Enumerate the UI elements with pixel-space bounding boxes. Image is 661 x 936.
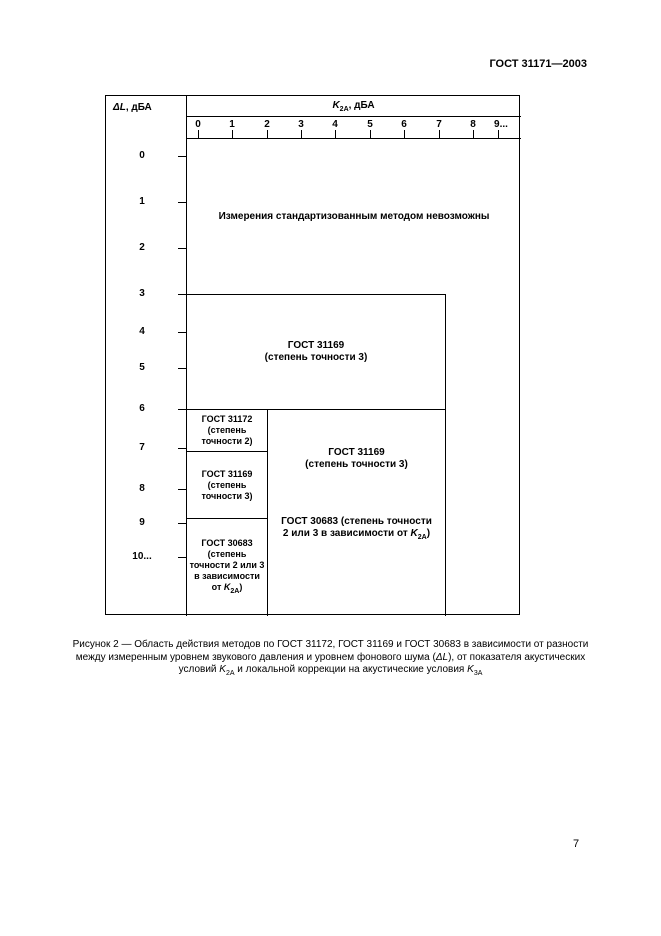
y-tick-mark bbox=[178, 332, 186, 333]
y-tick-mark bbox=[178, 248, 186, 249]
caption-text: и локальной коррекции на акустические условия bbox=[234, 664, 468, 675]
x-tick-label: 8 bbox=[470, 119, 476, 130]
y-tick-label: 3 bbox=[139, 288, 145, 299]
y-tick-label: 8 bbox=[139, 483, 145, 494]
x-title-underline bbox=[186, 116, 521, 117]
left-box-gost-31169 bbox=[187, 452, 267, 518]
x-tick-mark bbox=[439, 130, 440, 138]
x-tick-mark bbox=[404, 130, 405, 138]
caption-text: между измеренным уровнем звукового давления и уровнем фонового шума ( bbox=[75, 651, 436, 663]
x-tick-label: 1 bbox=[229, 119, 235, 130]
left-box-gost-30683-line: точности 2 или 3 bbox=[189, 559, 265, 570]
y-tick-label: 7 bbox=[139, 442, 145, 453]
x-axis-title-unit: , дБА bbox=[348, 100, 375, 111]
x-tick-mark bbox=[370, 130, 371, 138]
k2a-symbol: K bbox=[410, 528, 418, 539]
region-gost-31169-mid-title: ГОСТ 31169 bbox=[287, 340, 345, 351]
left-box-gost-30683-text: от bbox=[211, 581, 224, 592]
y-tick-mark bbox=[178, 523, 186, 524]
y-tick-label: 0 bbox=[139, 150, 145, 161]
y-tick-label: 1 bbox=[139, 196, 145, 207]
y-tick-mark bbox=[178, 409, 186, 410]
x-tick-mark bbox=[198, 130, 199, 138]
k2a-symbol: K bbox=[219, 664, 226, 675]
right-box-gost-30683-text: ) bbox=[426, 528, 431, 539]
k2a-subscript: 2A bbox=[417, 534, 427, 541]
left-box-gost-31169-line: ГОСТ 31169 bbox=[201, 468, 253, 479]
y-axis-title-unit: , дБА bbox=[125, 102, 152, 113]
left-box-gost-30683-text: ) bbox=[239, 581, 243, 592]
y-tick-mark bbox=[178, 202, 186, 203]
x-tick-label: 7 bbox=[436, 119, 442, 130]
left-box-gost-31169-line: (степень bbox=[207, 479, 247, 490]
figure-caption bbox=[48, 639, 613, 681]
left-box-gost-31172-line: (степень bbox=[207, 425, 247, 435]
x-tick-label: 3 bbox=[298, 119, 304, 130]
y-tick-label: 9 bbox=[139, 517, 145, 528]
region-measurements-impossible bbox=[187, 139, 521, 294]
right-box-gost-31169 bbox=[268, 447, 445, 471]
y-tick-mark bbox=[178, 557, 186, 558]
right-box-gost-30683-line: ГОСТ 30683 (степень точности bbox=[281, 516, 432, 527]
right-box-gost-30683-text: 2 или 3 в зависимости от bbox=[282, 528, 411, 539]
y-tick-label: 6 bbox=[139, 403, 145, 414]
caption-text: условий bbox=[178, 664, 220, 675]
y-axis-title bbox=[113, 102, 187, 113]
right-box-gost-31169-subtitle: (степень точности 3) bbox=[305, 459, 408, 470]
x-tick-mark bbox=[473, 130, 474, 138]
x-axis-title bbox=[186, 100, 521, 113]
left-box-gost-30683-line: в зависимости bbox=[194, 570, 260, 581]
x-tick-label: 9... bbox=[494, 119, 508, 130]
caption-text: Рисунок 2 — Область действия методов по ГОСТ 31172, ГОСТ 31169 и ГОСТ 30683 в зависимости от разности bbox=[72, 639, 589, 650]
caption-line-3 bbox=[48, 664, 613, 681]
left-box-gost-30683-line: (степень bbox=[207, 548, 247, 559]
x-tick-label: 2 bbox=[264, 119, 270, 130]
region-measurements-impossible-label: Измерения стандартизованным методом невозможны bbox=[218, 211, 490, 222]
caption-line-2 bbox=[48, 652, 613, 665]
x-tick-mark bbox=[232, 130, 233, 138]
k2a-subscript: 2A bbox=[230, 587, 240, 595]
x-tick-label: 0 bbox=[195, 119, 201, 130]
delta-l-symbol: ΔL bbox=[435, 651, 449, 663]
left-box-gost-31172-line: ГОСТ 31172 bbox=[201, 414, 253, 424]
x-tick-label: 5 bbox=[367, 119, 373, 130]
k2a-symbol: K bbox=[223, 581, 231, 592]
x-tick-label: 6 bbox=[401, 119, 407, 130]
y-tick-label: 10... bbox=[132, 551, 152, 562]
left-box-gost-30683-line bbox=[190, 582, 265, 597]
caption-text: ), от показателя акустических bbox=[448, 651, 586, 663]
region-gost-31169-mid-subtitle: (степень точности 3) bbox=[264, 352, 368, 363]
right-box-gost-31169-title: ГОСТ 31169 bbox=[328, 447, 385, 458]
k3a-symbol: K bbox=[467, 664, 474, 675]
x-axis-title-symbol: K bbox=[332, 100, 340, 111]
region-border-right-of-boxes bbox=[445, 294, 446, 616]
document-number-header: ГОСТ 31171—2003 bbox=[489, 58, 587, 70]
figure-2-diagram bbox=[105, 95, 520, 615]
caption-line-1 bbox=[48, 639, 613, 652]
k3a-subscript: 3A bbox=[473, 670, 483, 677]
left-box-gost-31169-line: точности 3) bbox=[201, 490, 253, 501]
left-box-gost-31172 bbox=[187, 410, 267, 451]
left-column-right-border bbox=[267, 409, 268, 616]
y-tick-mark bbox=[178, 156, 186, 157]
y-tick-label: 4 bbox=[139, 326, 145, 337]
k2a-subscript: 2A bbox=[225, 670, 235, 677]
y-tick-mark bbox=[178, 368, 186, 369]
y-tick-mark bbox=[178, 489, 186, 490]
x-tick-label: 4 bbox=[332, 119, 338, 130]
x-tick-mark bbox=[301, 130, 302, 138]
y-tick-label: 2 bbox=[139, 242, 145, 253]
page-number: 7 bbox=[573, 838, 580, 850]
y-axis-title-symbol: ΔL bbox=[113, 102, 126, 113]
left-box-gost-31172-line: точности 2) bbox=[201, 436, 253, 446]
right-box-gost-30683 bbox=[268, 516, 445, 544]
x-axis-title-subscript: 2A bbox=[339, 106, 349, 113]
y-tick-label: 5 bbox=[139, 362, 145, 373]
region-gost-31169-mid bbox=[187, 295, 445, 409]
y-tick-mark bbox=[178, 448, 186, 449]
x-tick-mark bbox=[498, 130, 499, 138]
left-box-gost-30683 bbox=[187, 519, 267, 615]
x-tick-mark bbox=[267, 130, 268, 138]
left-box-gost-30683-line: ГОСТ 30683 bbox=[201, 537, 253, 548]
y-tick-mark bbox=[178, 294, 186, 295]
right-box-gost-30683-line bbox=[268, 528, 445, 544]
x-tick-mark bbox=[335, 130, 336, 138]
